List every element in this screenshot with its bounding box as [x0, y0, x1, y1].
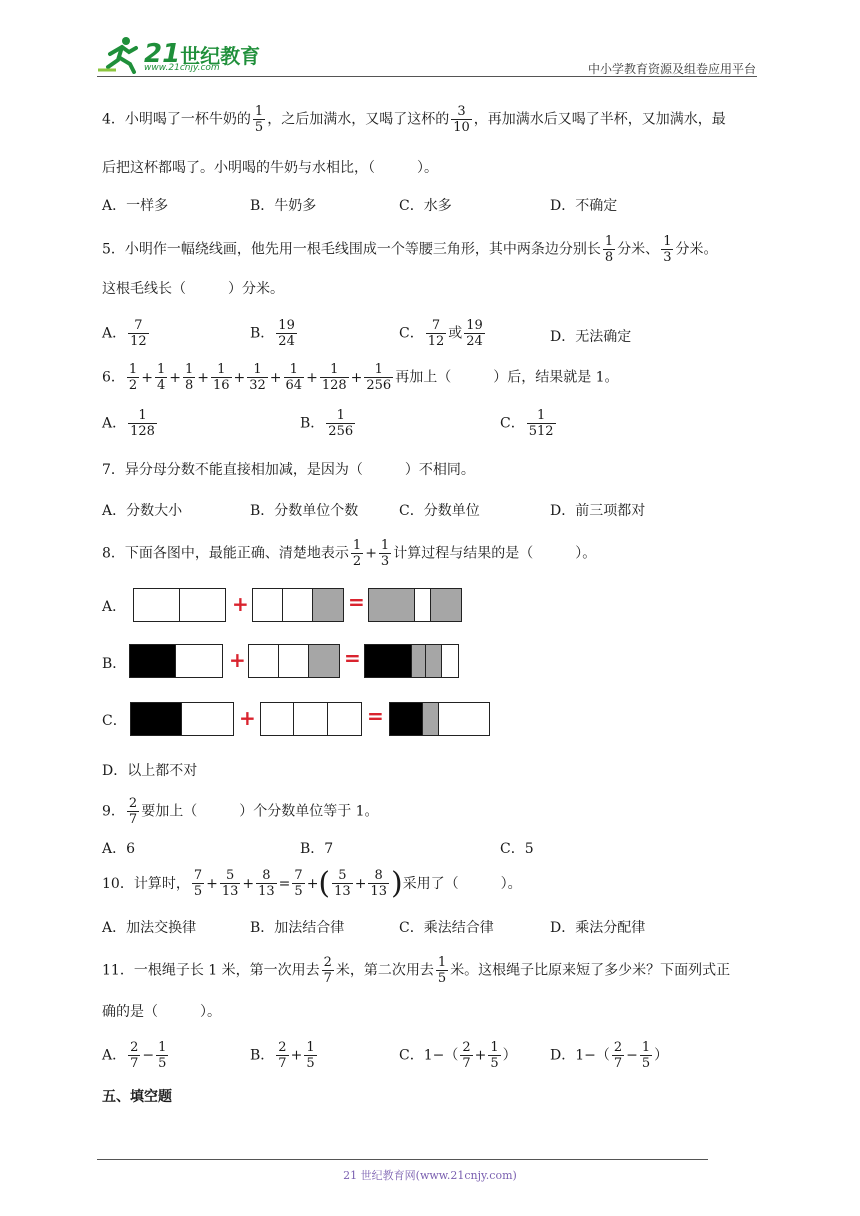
plus-sign: +	[239, 706, 256, 730]
q6-option-b[interactable]: B． $\frac{1}{256}$	[300, 408, 354, 439]
q10-option-b[interactable]: B．加法结合律	[250, 920, 345, 936]
equals-sign: =	[344, 646, 361, 670]
q10-line1: 10．计算时， $\frac{7}{5}$ + $\frac{5}{13}$ + $\frac{8}{13}$ = $\frac{7}{5}$ + ( $\frac{5}{13}$ + $\frac{8}{13}$ ) 采用了（ ）。	[102, 865, 522, 901]
fraction: $\frac{1}{5}$	[254, 104, 264, 135]
header-platform-text: 中小学教育资源及组卷应用平台	[587, 62, 756, 76]
plus-sign: +	[232, 592, 249, 616]
q4-option-a[interactable]: A．一样多	[102, 198, 169, 214]
fraction: $\frac{1}{32}$	[249, 362, 266, 393]
fraction: $\frac{1}{128}$	[321, 362, 347, 393]
q5-option-a[interactable]: A． $\frac{7}{12}$	[102, 318, 147, 349]
runner-logo-icon	[96, 34, 144, 74]
q4-option-b[interactable]: B．牛奶多	[250, 198, 317, 214]
footer-divider	[97, 1159, 708, 1160]
q8-c-bar-third	[260, 702, 362, 736]
fraction: $\frac{1}{256}$	[366, 362, 392, 393]
fraction: $\frac{1}{2}$	[128, 362, 138, 393]
footer-text: 21 世纪教育网(www.21cnjy.com)	[343, 1169, 517, 1182]
q4-line1: 4．小明喝了一杯牛奶的 $\frac{1}{5}$ ，之后加满水，又喝了这杯的 $\frac{3}{10}$ ，再加满水后又喝了半杯，又加满水，最	[102, 104, 726, 135]
logo-url: www.21cnjy.com	[144, 63, 220, 73]
q11-option-a[interactable]: A． $\frac{2}{7}$ − $\frac{1}{5}$	[102, 1040, 167, 1071]
plus-sign: +	[229, 648, 246, 672]
q8-option-c-label[interactable]: C．	[102, 713, 127, 729]
plus-sign: +	[269, 369, 282, 386]
q9-option-b[interactable]: B．7	[300, 841, 334, 857]
q9-line1: 9． $\frac{2}{7}$ 要加上（ ）个分数单位等于 1。	[102, 796, 379, 827]
equals-sign: =	[367, 704, 384, 728]
logo-number: 21	[144, 39, 181, 69]
q8-a-bar-third	[252, 588, 344, 622]
q8-b-bar-third	[248, 644, 340, 678]
q8-option-b-label[interactable]: B．	[102, 656, 127, 672]
q10-option-c[interactable]: C．乘法结合律	[399, 920, 494, 936]
q11-line2: 确的是（ ）。	[102, 1004, 221, 1020]
q8-c-bar-result	[389, 702, 490, 736]
q11-line1: 11．一根绳子长 1 米，第一次用去 $\frac{2}{7}$ 米，第二次用去 $\frac{1}{5}$ 米。这根绳子比原来短了多少米？下面列式正	[102, 955, 731, 986]
q11-option-b[interactable]: B． $\frac{2}{7}$ + $\frac{1}{5}$	[250, 1040, 315, 1071]
q5-line1: 5．小明作一幅绕线画，他先用一根毛线围成一个等腰三角形，其中两条边分别长 $\frac{1}{8}$ 分米、 $\frac{1}{3}$ 分米。	[102, 234, 718, 265]
header-divider	[97, 76, 757, 77]
plus-sign: +	[197, 369, 209, 386]
fraction: $\frac{3}{10}$	[453, 104, 470, 135]
q10-option-d[interactable]: D．乘法分配律	[550, 920, 646, 936]
q8-option-d[interactable]: D．以上都不对	[102, 763, 198, 779]
q4-option-d[interactable]: D．不确定	[550, 198, 618, 214]
q8-b-bar-half	[129, 644, 223, 678]
q11-option-d[interactable]: D．1−（ $\frac{2}{7}$ − $\frac{1}{5}$ ）	[550, 1040, 669, 1071]
plus-sign: +	[233, 369, 246, 386]
q6-option-c[interactable]: C． $\frac{1}{512}$	[500, 408, 554, 439]
q6-option-a[interactable]: A． $\frac{1}{128}$	[102, 408, 155, 439]
q7-text: 7．异分母分数不能直接相加减，是因为（ ）不相同。	[102, 462, 475, 478]
q4-line2: 后把这杯都喝了。小明喝的牛奶与水相比，（ ）。	[102, 160, 438, 176]
q8-line1: 8．下面各图中，最能正确、清楚地表示 $\frac{1}{2}$ + $\frac{1}{3}$ 计算过程与结果的是（ ）。	[102, 538, 597, 569]
logo-text: 世纪教育	[180, 43, 261, 68]
q8-a-bar-half	[133, 588, 226, 622]
fraction: $\frac{1}{64}$	[285, 362, 303, 393]
q7-option-b[interactable]: B．分数单位个数	[250, 503, 359, 519]
fraction: $\frac{1}{8}$	[604, 234, 614, 265]
fraction: $\frac{1}{8}$	[184, 362, 194, 393]
plus-sign: +	[141, 369, 153, 386]
plus-sign: +	[306, 369, 318, 386]
q5-option-c[interactable]: C． $\frac{7}{12}$ 或 $\frac{19}{24}$	[399, 318, 483, 349]
equals-sign: =	[348, 590, 365, 614]
q9-option-a[interactable]: A．6	[102, 841, 136, 857]
q9-option-c[interactable]: C．5	[500, 841, 534, 857]
plus-sign: +	[169, 369, 181, 386]
section-heading: 五、填空题	[102, 1089, 172, 1105]
q5-line2: 这根毛线长（ ）分米。	[102, 281, 284, 297]
q7-option-c[interactable]: C．分数单位	[399, 503, 480, 519]
q6-line1: 6． $\frac{1}{2}$ + $\frac{1}{4}$ + $\frac{1}{8}$ + $\frac{1}{16}$ + $\frac{1}{32}$ + $\frac{1}{64}$ + $\frac{1}{128}$ + $\frac{1}{256}$ 再加上（ ）后，结果就是 1。	[102, 362, 619, 393]
q8-b-bar-result	[364, 644, 459, 678]
plus-sign: +	[350, 369, 363, 386]
q8-option-a-label[interactable]: A．	[102, 599, 127, 615]
fraction: $\frac{1}{4}$	[156, 362, 166, 393]
q7-option-a[interactable]: A．分数大小	[102, 503, 183, 519]
q11-option-c[interactable]: C．1−（ $\frac{2}{7}$ + $\frac{1}{5}$ ）	[399, 1040, 517, 1071]
q5-option-b[interactable]: B． $\frac{19}{24}$	[250, 318, 295, 349]
q8-a-bar-result	[368, 588, 462, 622]
q8-c-bar-half	[130, 702, 234, 736]
fraction: $\frac{1}{3}$	[663, 234, 672, 265]
q10-option-a[interactable]: A．加法交换律	[102, 920, 197, 936]
q7-option-d[interactable]: D．前三项都对	[550, 503, 646, 519]
q5-option-d[interactable]: D．无法确定	[550, 329, 632, 345]
q4-option-c[interactable]: C．水多	[399, 198, 452, 214]
fraction: $\frac{1}{16}$	[212, 362, 230, 393]
